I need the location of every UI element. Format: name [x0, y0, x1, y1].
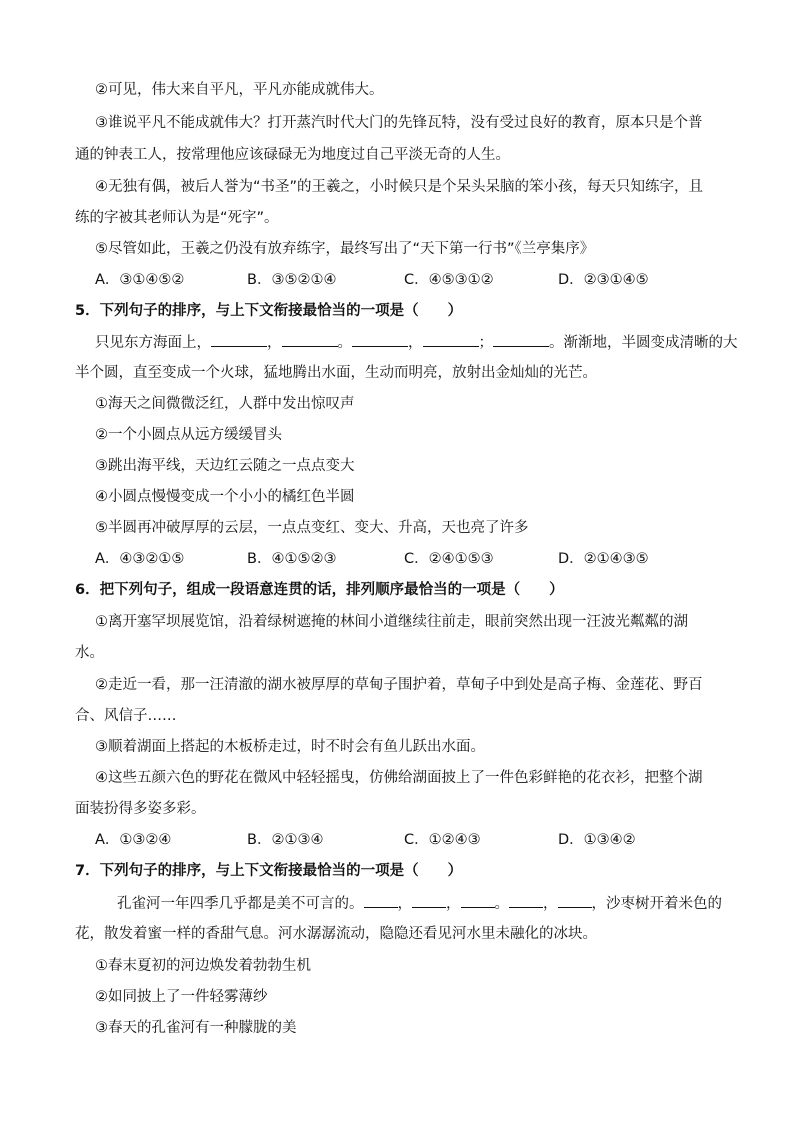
- q5-stem: 5．下列句子的排序，与上下文衔接最恰当的一项是（ ）: [75, 303, 463, 319]
- blank: [211, 332, 267, 347]
- blank: [558, 893, 592, 908]
- blank: [352, 332, 408, 347]
- q5-option-a[interactable]: A．④③②①⑤: [95, 551, 185, 567]
- q6-option-b[interactable]: B．②①③④: [247, 832, 324, 848]
- q4-option-c[interactable]: C．④⑤③①②: [404, 272, 494, 288]
- q4-sentence-4-line2: 练的字被其老师认为是“死字”。: [75, 210, 279, 226]
- q4-sentence-2: ②可见，伟大来自平凡，平凡亦能成就伟大。: [95, 82, 384, 98]
- q6-sentence-2-line1: ②走近一看，那一汪清澈的湖水被厚厚的草甸子围护着，草甸子中到处是高子梅、金莲花、野百: [95, 677, 703, 693]
- q4-option-b[interactable]: B．③⑤②①④: [247, 272, 337, 288]
- blank: [509, 893, 543, 908]
- q5-option-b[interactable]: B．④①⑤②③: [247, 551, 337, 567]
- blank: [282, 332, 338, 347]
- q5-sentence-1: ①海天之间微微泛红，人群中发出惊叹声: [95, 396, 355, 412]
- q5-option-d[interactable]: D．②①④③⑤: [558, 551, 649, 567]
- q6-stem: 6．把下列句子，组成一段语意连贯的话，排列顺序最恰当的一项是（ ）: [75, 582, 564, 598]
- q6-sentence-1-line2: 水。: [75, 645, 104, 661]
- blank: [461, 893, 495, 908]
- q6-option-c[interactable]: C．①②④③: [404, 832, 481, 848]
- q4-option-a[interactable]: A．③①④⑤②: [95, 272, 185, 288]
- q4-sentence-5: ⑤尽管如此，王羲之仍没有放弃练字，最终写出了“天下第一行书”《兰亭集序》: [95, 241, 595, 257]
- q5-context-line1: 只见东方海面上， ， 。 ， ； 。渐渐地，半圆变成清晰的大: [95, 332, 738, 353]
- blank: [412, 893, 446, 908]
- q4-sentence-3-line1: ③谁说平凡不能成就伟大？打开蒸汽时代大门的先锋瓦特，没有受过良好的教育，原本只是个普: [95, 115, 703, 131]
- q5-sentence-2: ②一个小圆点从远方缓缓冒头: [95, 427, 282, 443]
- q5-sentence-4: ④小圆点慢慢变成一个小小的橘红色半圆: [95, 489, 355, 505]
- q6-sentence-1-line1: ①离开塞罕坝展览馆，沿着绿树遮掩的林间小道继续往前走，眼前突然出现一汪波光粼粼的湖: [95, 614, 688, 630]
- q6-sentence-4-line1: ④这些五颜六色的野花在微风中轻轻摇曳，仿佛给湖面披上了一件色彩鲜艳的花衣衫，把整个湖: [95, 770, 703, 786]
- q6-sentence-2-line2: 合、风信子……: [75, 708, 177, 724]
- q4-sentence-3-line2: 通的钟表工人，按常理他应该碌碌无为地度过自己平淡无奇的人生。: [75, 147, 510, 163]
- q7-context-line2: 花，散发着蜜一样的香甜气息。河水潺潺流动，隐隐还看见河水里未融化的冰块。: [75, 926, 597, 942]
- q7-sentence-1: ①春末夏初的河边焕发着勃勃生机: [95, 958, 311, 974]
- q6-option-d[interactable]: D．①③④②: [558, 832, 636, 848]
- q6-sentence-3: ③顺着湖面上搭起的木板桥走过，时不时会有鱼儿跃出水面。: [95, 739, 485, 755]
- q7-stem: 7．下列句子的排序，与上下文衔接最恰当的一项是（ ）: [75, 863, 463, 879]
- q6-option-a[interactable]: A．①③②④: [95, 832, 172, 848]
- blank: [423, 332, 479, 347]
- q5-option-c[interactable]: C．②④①⑤③: [404, 551, 494, 567]
- blank: [493, 332, 549, 347]
- q5-sentence-3: ③跳出海平线，天边红云随之一点点变大: [95, 458, 355, 474]
- q7-sentence-3: ③春天的孔雀河有一种朦胧的美: [95, 1020, 297, 1036]
- blank: [364, 893, 398, 908]
- q4-sentence-4-line1: ④无独有偶，被后人誉为“书圣”的王羲之，小时候只是个呆头呆脑的笨小孩，每天只知练字，且: [95, 179, 704, 195]
- q5-context-line2: 半个圆，直至变成一个火球，猛地腾出水面，生动而明亮，放射出金灿灿的光芒。: [75, 365, 597, 381]
- q4-option-d[interactable]: D．②③①④⑤: [558, 272, 649, 288]
- q5-sentence-5: ⑤半圆再冲破厚厚的云层，一点点变红、变大、升高，天也亮了许多: [95, 520, 529, 536]
- q7-sentence-2: ②如同披上了一件轻雾薄纱: [95, 989, 268, 1005]
- q6-sentence-4-line2: 面装扮得多姿多彩。: [75, 801, 206, 817]
- q7-context-line1: 孔雀河一年四季几乎都是美不可言的。 ， ， 。 ， ，沙枣树开着米色的: [117, 893, 722, 914]
